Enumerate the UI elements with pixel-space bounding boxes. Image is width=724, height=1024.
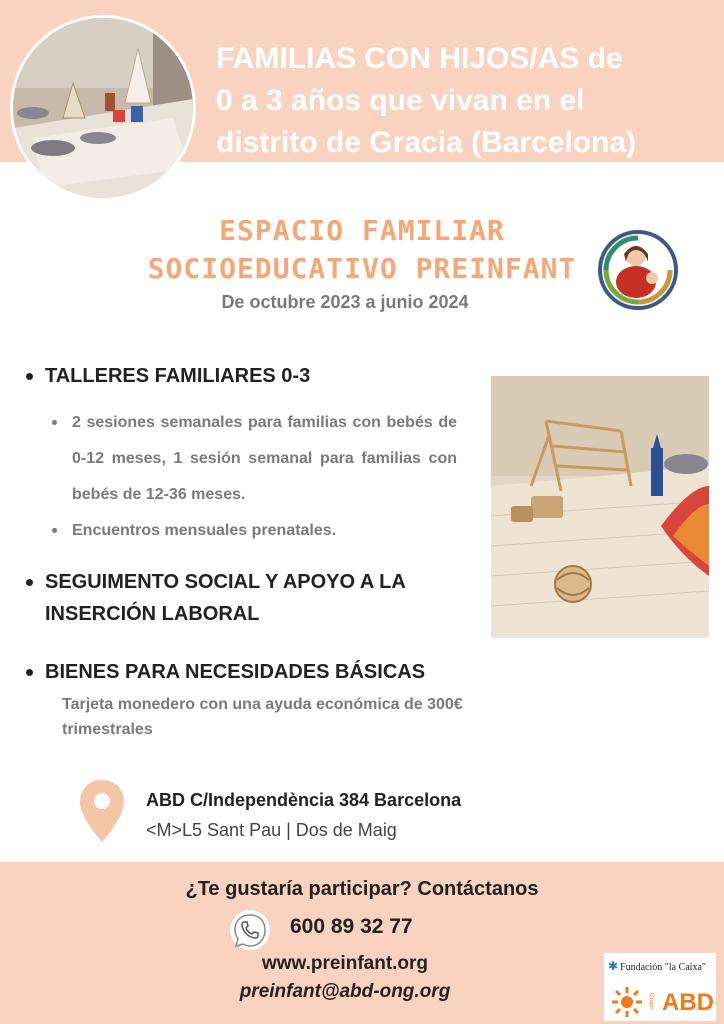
headline-line: 0 a 3 años que vivan en el (216, 84, 585, 117)
abd-grupo-label: Grupo (648, 993, 654, 1010)
preinfant-logo-icon (596, 228, 680, 312)
fundacion-la-caixa-logo (608, 959, 706, 974)
list-item-text: Encuentros mensuales prenatales. (72, 522, 337, 539)
section-heading-text: INSERCIÓN LABORAL (45, 603, 260, 625)
montessori-toys-photo (491, 376, 709, 638)
headline-line: FAMILIAS CON HIJOS/AS de (216, 42, 623, 75)
detail-line: Tarjeta monedero con una ayuda económica de 300€ (62, 696, 463, 713)
program-title-line: ESPACIO FAMILIAR (219, 214, 505, 247)
section-heading-text: TALLERES FAMILIARES 0-3 (45, 365, 311, 387)
list-item (52, 405, 457, 513)
abd-sun-icon (610, 985, 644, 1024)
detail-line: trimestrales (62, 721, 153, 738)
program-title-line: SOCIOEDUCATIVO PREINFANT (147, 252, 577, 285)
bullet-icon (52, 420, 57, 425)
playroom-photo (10, 15, 196, 201)
section-talleres-heading (26, 360, 310, 392)
section-bienes-heading (26, 656, 425, 688)
phone-icon (229, 909, 271, 951)
talleres-list (52, 405, 457, 549)
section-heading-text: BIENES PARA NECESIDADES BÁSICAS (45, 661, 426, 683)
list-item-text: 2 sesiones semanales para familias con bebés de 0-12 meses, 1 sesión semanal para familias con bebés de 12-36 meses. (72, 414, 457, 503)
abd-logo-text: ABD (662, 989, 714, 1016)
phone-number[interactable]: 600 89 32 77 (290, 915, 413, 938)
section-heading-text: SEGUIMENTO SOCIAL Y APOYO A LA (45, 571, 406, 593)
bullet-icon (26, 579, 33, 586)
sponsor-logos (604, 953, 716, 1021)
section-seguimiento-heading (26, 566, 406, 630)
metro-text: <M>L5 Sant Pau | Dos de Maig (146, 820, 397, 840)
list-item (52, 513, 457, 549)
bienes-detail (62, 692, 582, 742)
website-link[interactable]: www.preinfant.org (261, 953, 429, 974)
target-audience-headline (216, 38, 716, 164)
bullet-icon (26, 373, 33, 380)
bullet-icon (52, 528, 57, 533)
bullet-icon (26, 669, 33, 676)
sponsor-name: Fundación "la Caixa" (620, 962, 706, 973)
call-to-action: ¿Te gustaría participar? Contáctanos (185, 878, 539, 900)
email-link[interactable]: preinfant@abd-ong.org (239, 981, 451, 1002)
headline-line: distrito de Gracia (Barcelona) (216, 126, 637, 159)
address-text: ABD C/Independència 384 Barcelona (146, 790, 462, 810)
map-pin-icon (80, 780, 124, 842)
star-icon: ✱ (608, 959, 619, 973)
program-dates: De octubre 2023 a junio 2024 (221, 292, 469, 312)
